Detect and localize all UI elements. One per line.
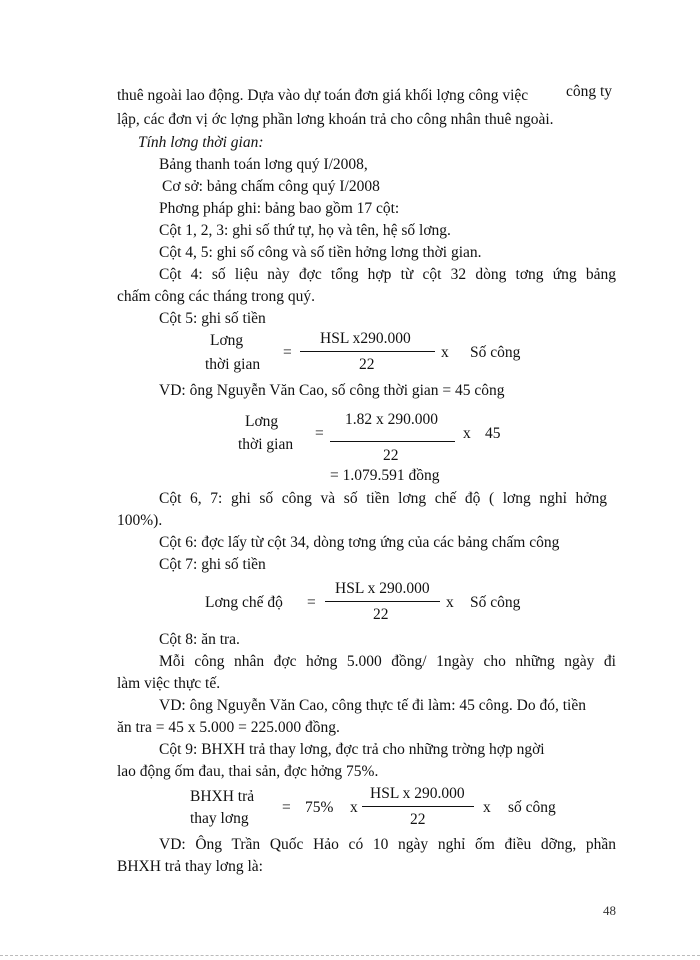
text-line: 100%).	[117, 512, 163, 529]
formula-equals: =	[283, 344, 292, 361]
text-line: Cột 6, 7: ghi số công và số tiền lơng chế độ ( lơng nghỉ hởng	[159, 490, 607, 507]
page-divider	[0, 955, 700, 956]
fraction-bar	[330, 441, 455, 442]
formula-rhs: Số công	[470, 344, 521, 361]
text-line: làm việc thực tế.	[117, 675, 221, 692]
formula-times: x	[446, 594, 454, 611]
text-line: BHXH trả thay lơng là:	[117, 858, 263, 875]
formula-rhs: 45	[485, 425, 501, 442]
text-line: Cột 8: ăn tra.	[159, 631, 240, 648]
formula-denominator: 22	[410, 811, 426, 828]
page-number: 48	[603, 903, 616, 918]
formula-rhs: số công	[508, 799, 556, 816]
fraction-bar	[300, 351, 435, 352]
text-line: Cột 4, 5: ghi số công và số tiền hởng lơng thời gian.	[159, 244, 482, 261]
text-line: Cột 1, 2, 3: ghi số thứ tự, họ và tên, hệ số lơng.	[159, 222, 451, 239]
formula-times: x	[483, 799, 491, 816]
text-line: Cột 6: đợc lấy từ cột 34, dòng tơng ứng của các bảng chấm công	[159, 534, 560, 551]
formula-lhs-bottom: thời gian	[238, 436, 294, 453]
text-line: VD: ông Nguyễn Văn Cao, số công thời gian = 45 công	[159, 382, 505, 399]
formula-numerator: HSL x 290.000	[370, 785, 465, 802]
formula-equals: =	[282, 799, 291, 816]
formula-lhs-bottom: thay lơng	[190, 810, 249, 827]
formula-lhs-bottom: thời gian	[205, 356, 261, 373]
formula-times: x	[350, 799, 358, 816]
formula-times: x	[463, 425, 471, 442]
text-line: Cột 9: BHXH trả thay lơng, đợc trả cho những trờng hợp ngời	[159, 741, 545, 758]
formula-denominator: 22	[383, 447, 399, 464]
formula-equals: =	[315, 425, 324, 442]
text-line: Cột 5: ghi số tiền	[159, 310, 266, 327]
formula-result: = 1.079.591 đồng	[330, 467, 440, 484]
text-line: thuê ngoài lao động. Dựa vào dự toán đơn giá khối lợng công việc	[117, 87, 529, 104]
formula-denominator: 22	[359, 356, 375, 373]
formula-lhs: Lơng chế độ	[205, 594, 283, 611]
text-line: Cột 7: ghi số tiền	[159, 556, 266, 573]
text-line: lao động ốm đau, thai sản, đợc hởng 75%.	[117, 763, 379, 780]
text-line: chấm công các tháng trong quý.	[117, 288, 315, 305]
formula-numerator: HSL x 290.000	[335, 580, 430, 597]
text-line: VD: ông Nguyễn Văn Cao, công thực tế đi làm: 45 công. Do đó, tiền	[159, 697, 586, 714]
formula-percent: 75%	[305, 799, 334, 816]
text-line: lập, các đơn vị ớc lợng phần lơng khoán trả cho công nhân thuê ngoài.	[117, 111, 554, 128]
section-heading: Tính lơng thời gian:	[138, 134, 264, 151]
text-line: Cơ sở: bảng chấm công quý I/2008	[162, 178, 380, 195]
fraction-bar	[362, 806, 474, 807]
formula-lhs-top: BHXH trả	[190, 788, 255, 805]
formula-lhs-top: Lơng	[245, 413, 279, 430]
fraction-bar	[325, 601, 440, 602]
text-line: VD: Ông Trần Quốc Hảo có 10 ngày nghỉ ốm điều dỡng, phần	[159, 836, 616, 853]
formula-lhs-top: Lơng	[210, 332, 244, 349]
text-line: Cột 4: số liệu này đợc tổng hợp từ cột 32 dòng tơng ứng bảng	[159, 266, 616, 283]
text-line: Mỗi công nhân đợc hởng 5.000 đồng/ 1ngày cho những ngày đi	[159, 653, 616, 670]
text-line: Phơng pháp ghi: bảng bao gồm 17 cột:	[159, 200, 400, 217]
formula-numerator: HSL x290.000	[320, 330, 411, 347]
formula-rhs: Số công	[470, 594, 521, 611]
text-line: Bảng thanh toán lơng quý I/2008,	[159, 156, 368, 173]
text-line: công ty	[566, 83, 613, 100]
formula-equals: =	[307, 594, 316, 611]
formula-numerator: 1.82 x 290.000	[345, 411, 438, 428]
formula-times: x	[441, 344, 449, 361]
text-line: ăn tra = 45 x 5.000 = 225.000 đồng.	[117, 719, 340, 736]
formula-denominator: 22	[373, 606, 389, 623]
